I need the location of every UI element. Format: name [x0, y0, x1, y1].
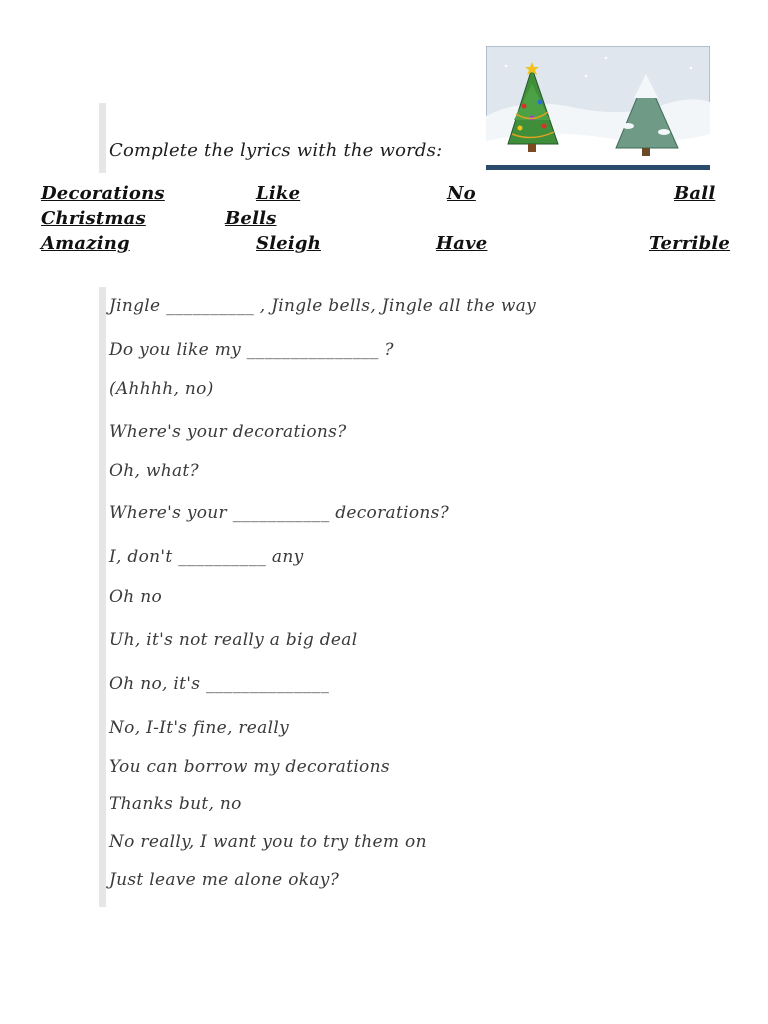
lyric-line: No really, I want you to try them on: [109, 832, 427, 852]
word-bank-item: Sleigh: [256, 233, 321, 254]
christmas-trees-illustration-icon: [486, 46, 710, 170]
lyric-line: Just leave me alone okay?: [109, 870, 340, 890]
lyric-line: Jingle __________ , Jingle bells, Jingle all the way: [109, 296, 537, 316]
word-bank-item: Have: [436, 233, 488, 254]
word-bank-item: Amazing: [41, 233, 130, 254]
word-bank-item: No: [447, 183, 476, 204]
word-bank-item: Like: [256, 183, 301, 204]
lyric-line: Where's your ___________ decorations?: [109, 503, 450, 523]
lyric-line: Oh no: [109, 587, 162, 607]
lyric-line: Where's your decorations?: [109, 422, 347, 442]
margin-bar: [99, 287, 106, 907]
instruction-heading: Complete the lyrics with the words:: [109, 140, 443, 161]
lyric-line: No, I-It's fine, really: [109, 718, 289, 738]
lyric-line: Thanks but, no: [109, 794, 242, 814]
lyric-line: (Ahhhh, no): [109, 379, 214, 399]
lyric-line: Oh no, it's ______________: [109, 674, 330, 694]
word-bank-item: Terrible: [649, 233, 731, 254]
lyric-line: You can borrow my decorations: [109, 757, 390, 777]
margin-bar: [99, 103, 106, 173]
lyric-line: Uh, it's not really a big deal: [109, 630, 358, 650]
word-bank-item: Christmas: [41, 208, 146, 229]
lyric-line: Do you like my _______________ ?: [109, 340, 394, 360]
lyric-line: I, don't __________ any: [109, 547, 304, 567]
lyric-line: Oh, what?: [109, 461, 199, 481]
word-bank-item: Bells: [225, 208, 277, 229]
word-bank-item: Ball: [674, 183, 716, 204]
word-bank-item: Decorations: [41, 183, 165, 204]
